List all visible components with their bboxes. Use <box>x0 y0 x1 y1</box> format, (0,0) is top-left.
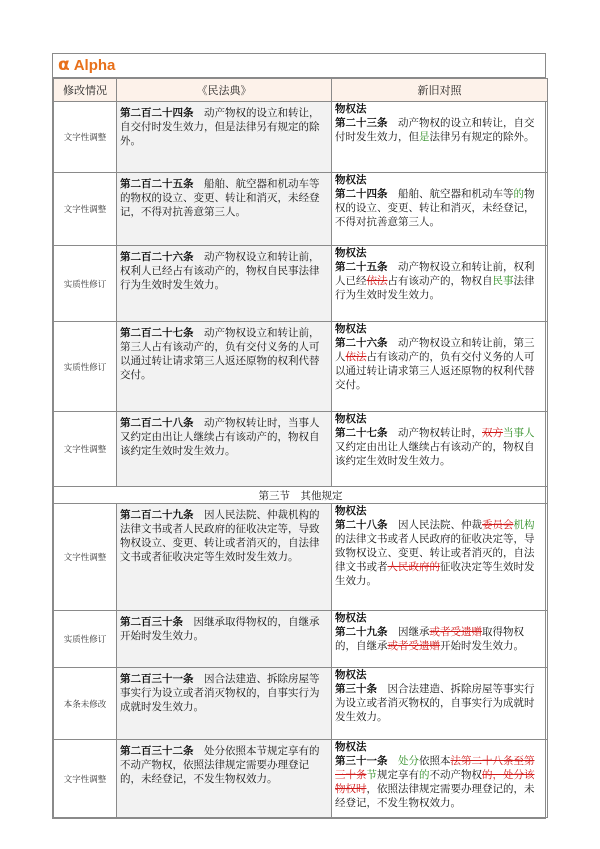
comparison-cell <box>332 173 548 246</box>
article-number: 第二百三十二条 <box>120 745 194 757</box>
civil-code-cell <box>117 668 332 740</box>
change-type-cell: 文字性调整 <box>54 740 117 818</box>
text: ，依照法律规定需要办理登记的，未经登记，不发生物权效力。 <box>335 783 535 809</box>
comparison-cell <box>332 668 548 740</box>
text: 规定享有 <box>377 769 419 781</box>
article-number: 第二十八条 <box>335 519 388 531</box>
article-number: 第二百三十一条 <box>120 673 194 685</box>
text: 又约定由出让人继续占有该动产的，物权自该约定生效时发生效力。 <box>335 441 535 467</box>
section-title: 第三节 其他规定 <box>54 487 548 504</box>
table-row <box>54 322 548 412</box>
deleted-text: 或者受遗赠 <box>429 626 482 638</box>
text: 因继承 <box>387 626 430 638</box>
article-number: 第二百二十九条 <box>120 509 194 521</box>
article-text: 动产物权转让时，当事人又约定由出让人继续占有该动产的，物权自该约定生效时发生效力。 <box>120 417 320 457</box>
change-type-cell: 实质性修订 <box>54 611 117 668</box>
comparison-cell <box>332 504 548 611</box>
table-row <box>54 740 548 818</box>
law-title: 物权法 <box>335 505 367 517</box>
law-title: 物权法 <box>335 247 367 259</box>
article-number: 第二十四条 <box>335 188 388 200</box>
law-title: 物权法 <box>335 413 367 425</box>
header-row <box>54 79 548 102</box>
article-text: 因人民法院、仲裁机构的法律文书或者人民政府的征收决定等，导致物权设立、变更、转让或者消灭的，自法律文书或者征收决定等生效时发生效力。 <box>120 509 320 563</box>
article-number: 第三十条 <box>335 683 377 695</box>
civil-code-cell <box>117 504 332 611</box>
table-row <box>54 173 548 246</box>
civil-code-cell <box>117 412 332 487</box>
law-title: 物权法 <box>335 323 367 335</box>
change-type-cell: 文字性调整 <box>54 102 117 173</box>
text: 物权的设立、变更、转让和消灭，未经登记，不得对抗善意第三人。 <box>335 188 535 228</box>
deleted-text: 法第二十八条至第三十条 <box>335 755 535 781</box>
article-text: 动产物权的设立和转让，自交付时发生效力，但是法律另有规定的除外。 <box>120 107 320 147</box>
comparison-cell <box>332 246 548 322</box>
section-row <box>54 487 548 504</box>
civil-code-cell <box>117 740 332 818</box>
header-change-type: 修改情况 <box>54 79 117 102</box>
alpha-logo-icon: α <box>58 55 70 75</box>
civil-code-cell <box>117 611 332 668</box>
table-row <box>54 611 548 668</box>
text: 占有该动产的，负有交付义务的人可以通过转让请求第三人返还原物的权利代替交付。 <box>335 351 535 391</box>
text: 的法律文书或者人民政府的征收决定等，导致物权设立、变更、转让或者消灭的，自法律文书或者 <box>335 533 535 573</box>
article-number: 第二十三条 <box>335 117 388 129</box>
text: 法律行为生效时发生效力。 <box>335 275 535 301</box>
comparison-cell <box>332 740 548 818</box>
text: 依照本 <box>419 755 451 767</box>
text: 因合法建造、拆除房屋等事实行为设立或者消灭物权的，自事实行为成就时发生效力。 <box>335 683 535 723</box>
law-title: 物权法 <box>335 669 367 681</box>
table-row <box>54 668 548 740</box>
change-type-cell: 本条未修改 <box>54 668 117 740</box>
article-number: 第二百二十七条 <box>120 327 194 339</box>
article-text: 因合法建造、拆除房屋等事实行为设立或者消灭物权的，自事实行为成就时发生效力。 <box>120 673 320 713</box>
added-text: 的 <box>419 769 430 781</box>
article-text: 因继承取得物权的，自继承开始时发生效力。 <box>120 616 320 642</box>
change-type-cell: 文字性调整 <box>54 412 117 487</box>
added-text: 民事 <box>492 275 514 287</box>
law-title: 物权法 <box>335 174 367 186</box>
brand-name: Alpha <box>73 57 116 74</box>
comparison-cell <box>332 322 548 412</box>
text: 开始时发生效力。 <box>440 640 524 652</box>
text: 船舶、航空器和机动车等 <box>387 188 514 200</box>
article-number: 第二百二十四条 <box>120 107 194 119</box>
article-number: 第二十六条 <box>335 337 388 349</box>
text: 征收决定等生效时发生效力。 <box>335 561 535 587</box>
civil-code-cell <box>117 102 332 173</box>
article-number: 第二十七条 <box>335 427 388 439</box>
article-number: 第二百二十八条 <box>120 417 194 429</box>
text: 法律另有规定的除外。 <box>429 131 535 143</box>
article-text: 船舶、航空器和机动车等的物权的设立、变更、转让和消灭，未经登记，不得对抗善意第三人。 <box>120 178 320 218</box>
civil-code-cell <box>117 322 332 412</box>
comparison-cell <box>332 412 548 487</box>
article-text: 处分依照本节规定享有的不动产物权，依照法律规定需要办理登记的，未经登记，不发生物权效力。 <box>120 745 320 785</box>
added-text: 节 <box>366 769 377 781</box>
change-type-cell: 实质性修订 <box>54 322 117 412</box>
article-text: 动产物权设立和转让前，第三人占有该动产的，负有交付义务的人可以通过转让请求第三人返还原物的权利代替交付。 <box>120 327 320 381</box>
text: 动产物权转让时， <box>387 427 482 439</box>
added-text: 当事人 <box>503 427 535 439</box>
deleted-text: 委员会 <box>482 519 514 531</box>
header-civil-code: 《民法典》 <box>117 79 332 102</box>
article-number: 第二十九条 <box>335 626 388 638</box>
civil-code-cell <box>117 246 332 322</box>
added-text: 处分 <box>387 755 419 767</box>
change-type-cell: 文字性调整 <box>54 504 117 611</box>
text: 不动产物权 <box>429 769 482 781</box>
text: 因人民法院、仲裁 <box>387 519 482 531</box>
added-text: 机构 <box>513 519 535 531</box>
table-row <box>54 102 548 173</box>
text: 动产物权设立和转让前，权利人已经 <box>335 261 535 287</box>
comparison-document <box>52 53 546 819</box>
article-number: 第二十五条 <box>335 261 388 273</box>
text: 动产物权的设立和转让，自交付时发生效力，但 <box>335 117 535 143</box>
comparison-cell <box>332 102 548 173</box>
text: 取得物权的，自继承 <box>335 626 524 652</box>
deleted-text: 依法 <box>366 275 388 287</box>
civil-code-cell <box>117 173 332 246</box>
deleted-text: 的，处分该物权时 <box>335 769 535 795</box>
deleted-text: 依法 <box>345 351 367 363</box>
added-text: 的 <box>513 188 524 200</box>
change-type-cell: 实质性修订 <box>54 246 117 322</box>
comparison-cell <box>332 611 548 668</box>
header-comparison: 新旧对照 <box>332 79 548 102</box>
article-number: 第二百二十六条 <box>120 251 194 263</box>
change-type-cell: 文字性调整 <box>54 173 117 246</box>
deleted-text: 或者受遗赠 <box>387 640 440 652</box>
law-title: 物权法 <box>335 741 367 753</box>
table-row <box>54 504 548 611</box>
article-text: 动产物权设立和转让前，权利人已经占有该动产的，物权自民事法律行为生效时发生效力。 <box>120 251 320 291</box>
article-number: 第三十一条 <box>335 755 388 767</box>
deleted-text: 双方 <box>482 427 503 439</box>
brand-bar <box>53 54 545 78</box>
added-text: 是 <box>419 131 430 143</box>
law-title: 物权法 <box>335 612 367 624</box>
table-row <box>54 412 548 487</box>
table-row <box>54 246 548 322</box>
deleted-text: 人民政府的 <box>387 561 440 573</box>
article-number: 第二百三十条 <box>120 616 183 628</box>
text: 占有该动产的，物权自 <box>387 275 493 287</box>
comparison-table <box>53 78 548 818</box>
article-number: 第二百二十五条 <box>120 178 194 190</box>
text: 动产物权设立和转让前，第三人 <box>335 337 535 363</box>
law-title: 物权法 <box>335 103 367 115</box>
